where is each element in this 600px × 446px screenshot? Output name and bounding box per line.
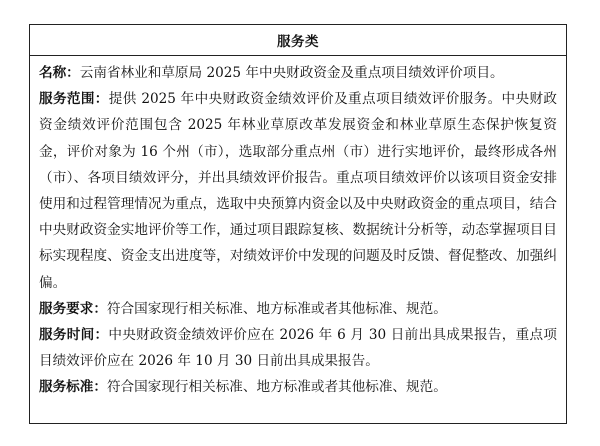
service-scope-label: 服务范围： <box>39 91 109 108</box>
service-time-row <box>39 322 557 374</box>
table-header <box>30 25 566 56</box>
name-text: 云南省林业和草原局 2025 年中央财政资金及重点项目绩效评价项目。 <box>79 65 504 81</box>
name-label: 名称： <box>39 65 80 81</box>
service-time-label: 服务时间： <box>39 327 109 344</box>
service-requirement-label: 服务要求： <box>39 300 107 317</box>
service-scope-row <box>39 86 557 296</box>
service-standard-text: 符合国家现行相关标准、地方标准或者其他标准、规范。 <box>106 379 447 396</box>
name-row <box>39 60 557 86</box>
service-time-text: 中央财政资金绩效评价应在 2026 年 6 月 30 日前出具成果报告，重点项目绩效评价应在 2026 年 10 月 30 日前出具成果报告。 <box>39 327 557 370</box>
service-requirement-row <box>39 296 557 322</box>
service-requirement-text: 符合国家现行相关标准、地方标准或者其他标准、规范。 <box>106 300 447 317</box>
table-header-title: 服务类 <box>277 34 319 50</box>
service-table <box>29 24 567 424</box>
table-content <box>30 56 566 401</box>
service-scope-text: 提供 2025 年中央财政资金绩效评价及重点项目绩效评价服务。中央财政资金绩效评价范围包含 2025 年林业草原改革发展资金和林业草原生态保护恢复资金，评价对象为 16 个州（市），选取部分重点州（市）进行实地评价，最终形成各州（市）、各项目绩效评分，并出具绩效评价报告。重点项目绩效评价以该项目资金安排使用和过程管理情况为重点，选取中央预算内资金以及中央财政资金的重点项目，结合中央财政资金实地评价等工作，通过项目跟踪复核、数据统计分析等，动态掌握项目目标实现程度、资金支出进度等，对绩效评价中发现的问题及时反馈、督促整改、加强纠偏。 <box>39 91 557 291</box>
service-standard-row <box>39 374 557 400</box>
service-standard-label: 服务标准： <box>39 379 107 396</box>
